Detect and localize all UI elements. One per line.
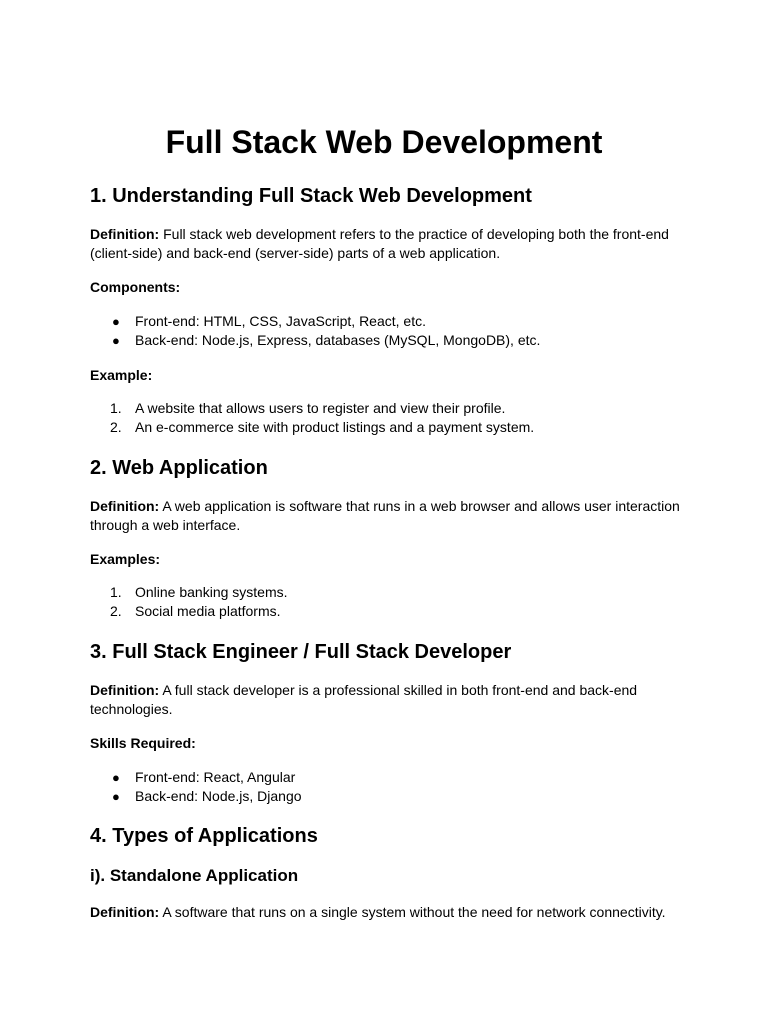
list-item: ● Back-end: Node.js, Express, databases (MySQL, MongoDB), etc.	[112, 332, 541, 348]
definition-label: Definition:	[90, 904, 160, 920]
section-1-definition	[90, 225, 690, 262]
list-item: 2. Social media platforms.	[110, 603, 281, 619]
definition-text: A software that runs on a single system without the need for network connectivity.	[159, 904, 666, 920]
skills-label: Skills Required:	[90, 735, 196, 751]
section-3-definition	[90, 681, 690, 718]
definition-label: Definition:	[90, 226, 160, 242]
example-label: Example:	[90, 367, 153, 383]
subsection-standalone-heading: i). Standalone Application	[90, 866, 299, 885]
list-item: ● Back-end: Node.js, Django	[112, 788, 302, 804]
bullet-marker: ●	[112, 770, 120, 785]
definition-text: A web application is software that runs in a web browser and allows user interaction through a web interface.	[90, 498, 680, 533]
section-4-heading: 4. Types of Applications	[90, 825, 318, 847]
components-list	[90, 312, 690, 350]
number-marker: 1.	[110, 584, 122, 600]
bullet-marker: ●	[112, 789, 120, 804]
list-item: 1. Online banking systems.	[110, 584, 288, 600]
list-item: 2. An e-commerce site with product listings and a payment system.	[110, 419, 535, 435]
standalone-definition	[90, 903, 690, 922]
bullet-marker: ●	[112, 333, 120, 348]
document-title: Full Stack Web Development	[165, 124, 603, 160]
number-marker: 1.	[110, 400, 122, 416]
components-label: Components:	[90, 279, 181, 295]
section-2-definition	[90, 497, 690, 534]
list-item: 1. A website that allows users to register and view their profile.	[110, 400, 506, 416]
bullet-marker: ●	[112, 314, 120, 329]
definition-label: Definition:	[90, 498, 160, 514]
skills-list	[90, 768, 690, 806]
section-3-heading: 3. Full Stack Engineer / Full Stack Developer	[90, 641, 512, 663]
definition-label: Definition:	[90, 682, 160, 698]
number-marker: 2.	[110, 603, 122, 619]
examples-list	[90, 399, 690, 437]
section-2-heading: 2. Web Application	[90, 457, 268, 479]
examples-label: Examples:	[90, 551, 161, 567]
definition-text: Full stack web development refers to the practice of developing both the front-end (client-side) and back-end (server-side) parts of a web application.	[90, 226, 669, 261]
section-1-heading: 1. Understanding Full Stack Web Development	[90, 185, 532, 207]
definition-text: A full stack developer is a professional skilled in both front-end and back-end technologies.	[90, 682, 638, 717]
list-item: ● Front-end: HTML, CSS, JavaScript, React, etc.	[112, 313, 426, 329]
web-app-examples-list	[90, 583, 690, 621]
list-item: ● Front-end: React, Angular	[112, 769, 296, 785]
number-marker: 2.	[110, 419, 122, 435]
